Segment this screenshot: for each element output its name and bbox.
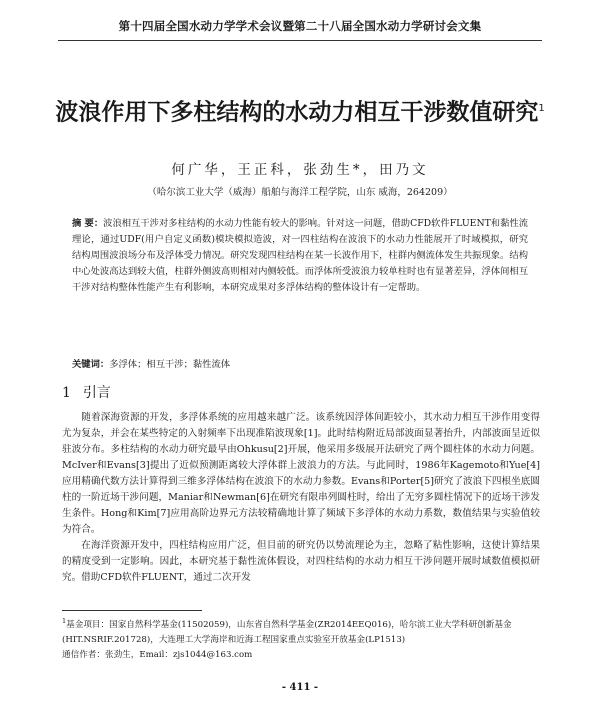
section-heading	[62, 382, 111, 402]
footnote-mark: 1	[62, 617, 67, 625]
abstract-text: 波浪相互干涉对多柱结构的水动力性能有较大的影响。针对这一问题，借助CFD软件FLUENT和黏性流理论，通过UDF(用户自定义函数)模块模拟造波，对一四柱结构在波浪下的水动力性能展开了时域模拟，研究结构周围波浪场分布及浮体受力情况。研究发现四柱结构在某一长波作用下，柱群内侧流体发生共振现象。结构中心处波高达到较大值，柱群外侧波高则相对内侧较低。而浮体所受波浪力较单柱时也有显著差异，浮体间相互干涉对结构整体性能产生有利影响，本研究成果对多浮体结构的整体设计有一定帮助。	[72, 218, 528, 293]
title-text: 波浪作用下多柱结构的水动力相互干涉数值研究	[55, 99, 539, 126]
abstract	[72, 216, 528, 296]
page-number: - 411 -	[281, 682, 319, 693]
header-rule	[58, 40, 542, 41]
running-header: 第十四届全国水动力学学术会议暨第二十八届全国水动力学研讨会文集	[118, 19, 482, 33]
keywords-text: 多浮体；相互干涉；黏性流体	[109, 359, 231, 370]
funding-note	[62, 614, 540, 648]
title-footnote-mark: 1	[538, 103, 545, 114]
paper-title	[40, 92, 560, 130]
body-paragraph: 在海洋资源开发中，四柱结构应用广泛，但目前的研究仍以势流理论为主，忽略了粘性影响，这使计算结果的精度受到一定影响。因此，本研究基于黏性流体假设，对四柱结构的水动力相互干涉问题开展时域数值模拟研究。借助CFD软件FLUENT，通过二次开发	[62, 540, 540, 583]
footnote-rule	[62, 610, 202, 611]
body-text	[62, 410, 540, 586]
abstract-label: 摘 要：	[72, 218, 104, 229]
funding-text: 基金项目：国家自然科学基金(11502059)，山东省自然科学基金(ZR2014EEQ016)，哈尔滨工业大学科研创新基金(HIT.NSRIF.201728)，大连理工大学海岸和近海工程国家重点实验室开放基金(LP1513)	[62, 619, 512, 645]
affiliation: （哈尔滨工业大学（威海）船舶与海洋工程学院，山东 威海，264209）	[147, 187, 453, 198]
keywords-label: 关键词：	[72, 359, 110, 370]
keywords	[72, 356, 528, 370]
contact-note: 通信作者：张劲生，Email：zjs1044@163.com	[62, 649, 253, 660]
body-paragraph: 随着深海资源的开发，多浮体系统的应用越来越广泛。该系统因浮体间距较小，其水动力相互干涉作用变得尤为复杂，并会在某些特定的入射频率下出现准陷波现象[1]。此时结构附近局部波面显著抬升，内部波面呈近似驻波分布。多柱结构的水动力研究最早由Ohkusu[2]开展，他采用多级展开法研究了两个圆柱体的水动力问题。McIver和Evans[3]提出了近似预测距离较大浮体群上波浪力的方法。与此同时，1986年Kagemoto和Yue[4]应用精确代数方法计算得到三维多浮体结构在波浪下的水动力参数。Evans和Porter[5]研究了波浪下四根坐底圆柱的一阶近场干涉问题，Maniar和Newman[6]在研究有限串列圆柱时，给出了无穷多圆柱情况下的近场干涉发生条件。Hong和Kim[7]应用高阶边界元方法较精确地计算了频域下多浮体的水动力系数，数值结果与实验值较为符合。	[62, 412, 540, 535]
section-title: 引言	[82, 385, 111, 401]
footnote	[62, 614, 540, 663]
section-number: 1	[62, 385, 71, 401]
author-list: 何广华，王正科，张劲生*，田乃文	[171, 162, 429, 178]
